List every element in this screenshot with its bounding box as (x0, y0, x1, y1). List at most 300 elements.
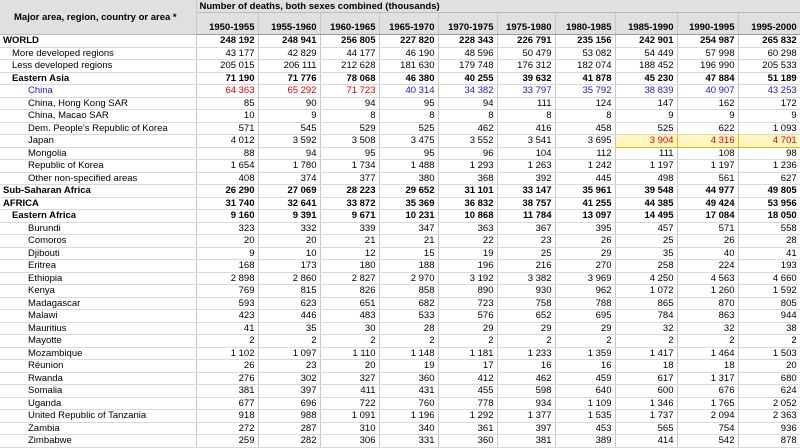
value-cell: 19 (379, 360, 438, 373)
table-body (0, 35, 800, 448)
value-cell: 98 (738, 147, 800, 160)
value-cell: 758 (497, 297, 555, 310)
value-cell: 1 196 (379, 410, 438, 423)
value-cell: 2 860 (258, 272, 320, 285)
value-cell: 53 956 (738, 197, 800, 210)
value-cell: 46 380 (379, 72, 438, 85)
value-cell: 32 641 (258, 197, 320, 210)
table-row (0, 297, 800, 310)
row-name: Zimbabwe (0, 435, 196, 448)
table-row (0, 347, 800, 360)
table-row (0, 272, 800, 285)
value-cell: 498 (615, 172, 677, 185)
table-row (0, 260, 800, 273)
value-cell: 361 (438, 422, 497, 435)
table-row (0, 172, 800, 185)
value-cell: 54 449 (615, 47, 677, 60)
row-name: Eastern Asia (0, 72, 196, 85)
value-cell: 21 (379, 235, 438, 248)
table-row (0, 160, 800, 173)
table-row (0, 185, 800, 198)
value-cell: 44 385 (615, 197, 677, 210)
row-name: Mayotte (0, 335, 196, 348)
value-cell: 1 535 (555, 410, 615, 423)
value-cell: 33 797 (497, 85, 555, 98)
value-cell: 248 192 (196, 35, 258, 48)
row-name: Uganda (0, 397, 196, 410)
value-cell: 8 (497, 110, 555, 123)
value-cell: 457 (615, 222, 677, 235)
row-name: Somalia (0, 385, 196, 398)
row-name: China, Macao SAR (0, 110, 196, 123)
value-cell: 188 (379, 260, 438, 273)
value-cell: 340 (379, 422, 438, 435)
value-cell: 558 (738, 222, 800, 235)
value-cell: 28 (379, 322, 438, 335)
value-cell: 2 (258, 335, 320, 348)
row-name: Malawi (0, 310, 196, 323)
value-cell: 18 (677, 360, 738, 373)
value-cell: 17 084 (677, 210, 738, 223)
row-name: Eritrea (0, 260, 196, 273)
value-cell: 431 (379, 385, 438, 398)
group-title: Number of deaths, both sexes combined (thousands) (196, 0, 800, 13)
table-row (0, 247, 800, 260)
value-cell: 28 223 (320, 185, 379, 198)
value-cell: 934 (497, 397, 555, 410)
value-cell: 1 109 (555, 397, 615, 410)
value-cell: 20 (738, 360, 800, 373)
value-cell: 9 391 (258, 210, 320, 223)
table-row (0, 35, 800, 48)
row-name: More developed regions (0, 47, 196, 60)
value-cell: 41 255 (555, 197, 615, 210)
value-cell: 51 189 (738, 72, 800, 85)
value-cell: 2 052 (738, 397, 800, 410)
value-cell: 40 (677, 247, 738, 260)
value-cell: 323 (196, 222, 258, 235)
value-cell: 1 236 (738, 160, 800, 173)
value-cell: 1 377 (497, 410, 555, 423)
value-cell: 26 290 (196, 185, 258, 198)
value-cell: 32 (615, 322, 677, 335)
value-cell: 3 475 (379, 135, 438, 148)
row-name: Mongolia (0, 147, 196, 160)
row-name: China (0, 85, 196, 98)
value-cell: 270 (555, 260, 615, 273)
value-cell: 332 (258, 222, 320, 235)
value-cell: 227 820 (379, 35, 438, 48)
value-cell: 9 160 (196, 210, 258, 223)
value-cell: 2 (196, 335, 258, 348)
period-header: 1965-1970 (379, 13, 438, 35)
value-cell: 9 671 (320, 210, 379, 223)
value-cell: 826 (320, 285, 379, 298)
table-row (0, 110, 800, 123)
row-name: WORLD (0, 35, 196, 48)
value-cell: 2 (555, 335, 615, 348)
row-name: Mozambique (0, 347, 196, 360)
value-cell: 8 (379, 110, 438, 123)
row-name: Kenya (0, 285, 196, 298)
value-cell: 20 (320, 360, 379, 373)
value-cell: 459 (555, 372, 615, 385)
value-cell: 446 (258, 310, 320, 323)
value-cell: 815 (258, 285, 320, 298)
value-cell: 45 230 (615, 72, 677, 85)
row-name: Comoros (0, 235, 196, 248)
value-cell: 571 (196, 122, 258, 135)
value-cell: 162 (677, 97, 738, 110)
value-cell: 168 (196, 260, 258, 273)
value-cell: 35 369 (379, 197, 438, 210)
value-cell: 96 (438, 147, 497, 160)
value-cell: 36 832 (438, 197, 497, 210)
value-cell: 377 (320, 172, 379, 185)
value-cell: 2 970 (379, 272, 438, 285)
value-cell: 1 197 (615, 160, 677, 173)
value-cell: 26 (196, 360, 258, 373)
table-row (0, 47, 800, 60)
value-cell: 71 776 (258, 72, 320, 85)
value-cell: 111 (497, 97, 555, 110)
value-cell: 347 (379, 222, 438, 235)
row-name: AFRICA (0, 197, 196, 210)
value-cell: 9 (677, 110, 738, 123)
value-cell: 2 (379, 335, 438, 348)
value-cell: 640 (555, 385, 615, 398)
value-cell: 1 503 (738, 347, 800, 360)
value-cell: 3 192 (438, 272, 497, 285)
value-cell: 754 (677, 422, 738, 435)
value-cell: 71 190 (196, 72, 258, 85)
value-cell: 112 (555, 147, 615, 160)
value-cell: 30 (320, 322, 379, 335)
value-cell: 16 (555, 360, 615, 373)
value-cell: 3 541 (497, 135, 555, 148)
value-cell: 176 312 (497, 60, 555, 73)
table-row (0, 135, 800, 148)
table-row (0, 322, 800, 335)
value-cell: 17 (438, 360, 497, 373)
value-cell: 878 (738, 435, 800, 448)
table-row (0, 310, 800, 323)
value-cell: 35 792 (555, 85, 615, 98)
value-cell: 242 901 (615, 35, 677, 48)
value-cell: 3 552 (438, 135, 497, 148)
value-cell: 38 839 (615, 85, 677, 98)
value-cell: 2 (320, 335, 379, 348)
table-row (0, 235, 800, 248)
row-name: China, Hong Kong SAR (0, 97, 196, 110)
value-cell: 21 (320, 235, 379, 248)
value-cell: 20 (258, 235, 320, 248)
value-cell: 392 (497, 172, 555, 185)
table-row (0, 122, 800, 135)
value-cell: 172 (738, 97, 800, 110)
value-cell: 423 (196, 310, 258, 323)
value-cell: 445 (555, 172, 615, 185)
value-cell: 565 (615, 422, 677, 435)
value-cell: 944 (738, 310, 800, 323)
value-cell: 90 (258, 97, 320, 110)
value-cell: 525 (615, 122, 677, 135)
value-cell: 94 (258, 147, 320, 160)
value-cell: 455 (438, 385, 497, 398)
value-cell: 576 (438, 310, 497, 323)
value-cell: 49 424 (677, 197, 738, 210)
value-cell: 248 941 (258, 35, 320, 48)
period-header: 1970-1975 (438, 13, 497, 35)
row-name: Mauritius (0, 322, 196, 335)
value-cell: 35 (258, 322, 320, 335)
value-cell: 196 (438, 260, 497, 273)
value-cell: 769 (196, 285, 258, 298)
value-cell: 310 (320, 422, 379, 435)
value-cell: 124 (555, 97, 615, 110)
row-name: Sub-Saharan Africa (0, 185, 196, 198)
value-cell: 57 998 (677, 47, 738, 60)
value-cell: 760 (379, 397, 438, 410)
value-cell: 27 069 (258, 185, 320, 198)
table-row (0, 397, 800, 410)
value-cell: 3 904 (615, 135, 677, 148)
value-cell: 1 488 (379, 160, 438, 173)
value-cell: 722 (320, 397, 379, 410)
value-cell: 3 969 (555, 272, 615, 285)
value-cell: 212 628 (320, 60, 379, 73)
period-header: 1990-1995 (677, 13, 738, 35)
value-cell: 571 (677, 222, 738, 235)
value-cell: 206 111 (258, 60, 320, 73)
value-cell: 1 734 (320, 160, 379, 173)
value-cell: 723 (438, 297, 497, 310)
value-cell: 2 094 (677, 410, 738, 423)
value-cell: 414 (615, 435, 677, 448)
value-cell: 368 (438, 172, 497, 185)
value-cell: 23 (258, 360, 320, 373)
value-cell: 483 (320, 310, 379, 323)
value-cell: 26 (555, 235, 615, 248)
value-cell: 1 654 (196, 160, 258, 173)
value-cell: 624 (738, 385, 800, 398)
value-cell: 38 757 (497, 197, 555, 210)
table-row (0, 335, 800, 348)
value-cell: 1 464 (677, 347, 738, 360)
value-cell: 39 632 (497, 72, 555, 85)
row-name: Japan (0, 135, 196, 148)
value-cell: 3 508 (320, 135, 379, 148)
table-row (0, 372, 800, 385)
table-row (0, 72, 800, 85)
value-cell: 31 101 (438, 185, 497, 198)
table-row (0, 210, 800, 223)
value-cell: 31 740 (196, 197, 258, 210)
value-cell: 1 260 (677, 285, 738, 298)
value-cell: 695 (555, 310, 615, 323)
value-cell: 10 231 (379, 210, 438, 223)
value-cell: 600 (615, 385, 677, 398)
value-cell: 60 298 (738, 47, 800, 60)
value-cell: 651 (320, 297, 379, 310)
value-cell: 778 (438, 397, 497, 410)
value-cell: 40 314 (379, 85, 438, 98)
value-cell: 188 452 (615, 60, 677, 73)
value-cell: 2 (677, 335, 738, 348)
value-cell: 4 701 (738, 135, 800, 148)
value-cell: 696 (258, 397, 320, 410)
value-cell: 108 (677, 147, 738, 160)
value-cell: 306 (320, 435, 379, 448)
value-cell: 287 (258, 422, 320, 435)
period-header: 1980-1985 (555, 13, 615, 35)
value-cell: 805 (738, 297, 800, 310)
value-cell: 147 (615, 97, 677, 110)
value-cell: 196 990 (677, 60, 738, 73)
value-cell: 890 (438, 285, 497, 298)
table-row (0, 360, 800, 373)
value-cell: 46 190 (379, 47, 438, 60)
row-label-header: Major area, region, country or area * (0, 0, 196, 35)
value-cell: 1 292 (438, 410, 497, 423)
value-cell: 381 (196, 385, 258, 398)
value-cell: 1 181 (438, 347, 497, 360)
value-cell: 29 (497, 322, 555, 335)
period-header: 1975-1980 (497, 13, 555, 35)
value-cell: 43 177 (196, 47, 258, 60)
value-cell: 627 (738, 172, 800, 185)
value-cell: 2 (738, 335, 800, 348)
row-name: Dem. People's Republic of Korea (0, 122, 196, 135)
value-cell: 181 630 (379, 60, 438, 73)
value-cell: 10 868 (438, 210, 497, 223)
value-cell: 25 (615, 235, 677, 248)
value-cell: 1 346 (615, 397, 677, 410)
value-cell: 95 (379, 147, 438, 160)
value-cell: 41 878 (555, 72, 615, 85)
value-cell: 397 (497, 422, 555, 435)
value-cell: 363 (438, 222, 497, 235)
value-cell: 256 805 (320, 35, 379, 48)
value-cell: 259 (196, 435, 258, 448)
value-cell: 29 652 (379, 185, 438, 198)
value-cell: 525 (379, 122, 438, 135)
value-cell: 3 695 (555, 135, 615, 148)
value-cell: 677 (196, 397, 258, 410)
value-cell: 53 082 (555, 47, 615, 60)
value-cell: 193 (738, 260, 800, 273)
value-cell: 35 (615, 247, 677, 260)
table-row (0, 147, 800, 160)
value-cell: 617 (615, 372, 677, 385)
value-cell: 360 (379, 372, 438, 385)
value-cell: 676 (677, 385, 738, 398)
value-cell: 652 (497, 310, 555, 323)
value-cell: 104 (497, 147, 555, 160)
value-cell: 18 (615, 360, 677, 373)
value-cell: 44 977 (677, 185, 738, 198)
table-row (0, 385, 800, 398)
value-cell: 205 015 (196, 60, 258, 73)
value-cell: 1 093 (738, 122, 800, 135)
value-cell: 32 (677, 322, 738, 335)
value-cell: 416 (497, 122, 555, 135)
value-cell: 598 (497, 385, 555, 398)
value-cell: 327 (320, 372, 379, 385)
period-header: 1955-1960 (258, 13, 320, 35)
value-cell: 542 (677, 435, 738, 448)
value-cell: 389 (555, 435, 615, 448)
row-name: Djibouti (0, 247, 196, 260)
row-name: Burundi (0, 222, 196, 235)
value-cell: 173 (258, 260, 320, 273)
value-cell: 1 263 (497, 160, 555, 173)
value-cell: 2 363 (738, 410, 800, 423)
period-header: 1950-1955 (196, 13, 258, 35)
value-cell: 13 097 (555, 210, 615, 223)
value-cell: 25 (497, 247, 555, 260)
value-cell: 2 827 (320, 272, 379, 285)
row-name: Republic of Korea (0, 160, 196, 173)
value-cell: 95 (320, 147, 379, 160)
row-name: Réunion (0, 360, 196, 373)
value-cell: 88 (196, 147, 258, 160)
value-cell: 48 596 (438, 47, 497, 60)
value-cell: 1 148 (379, 347, 438, 360)
value-cell: 111 (615, 147, 677, 160)
value-cell: 205 533 (738, 60, 800, 73)
table-row (0, 222, 800, 235)
value-cell: 64 363 (196, 85, 258, 98)
value-cell: 918 (196, 410, 258, 423)
value-cell: 1 242 (555, 160, 615, 173)
value-cell: 50 479 (497, 47, 555, 60)
value-cell: 622 (677, 122, 738, 135)
period-header: 1960-1965 (320, 13, 379, 35)
value-cell: 38 (738, 322, 800, 335)
value-cell: 4 563 (677, 272, 738, 285)
value-cell: 35 961 (555, 185, 615, 198)
row-name: United Republic of Tanzania (0, 410, 196, 423)
row-name: Ethiopia (0, 272, 196, 285)
value-cell: 224 (677, 260, 738, 273)
table-row (0, 197, 800, 210)
value-cell: 533 (379, 310, 438, 323)
value-cell: 78 068 (320, 72, 379, 85)
value-cell: 561 (677, 172, 738, 185)
value-cell: 10 (196, 110, 258, 123)
value-cell: 1 417 (615, 347, 677, 360)
value-cell: 331 (379, 435, 438, 448)
value-cell: 8 (320, 110, 379, 123)
value-cell: 16 (497, 360, 555, 373)
value-cell: 41 (196, 322, 258, 335)
value-cell: 29 (438, 322, 497, 335)
value-cell: 254 987 (677, 35, 738, 48)
table-row (0, 60, 800, 73)
value-cell: 4 250 (615, 272, 677, 285)
value-cell: 936 (738, 422, 800, 435)
period-header: 1995-2000 (738, 13, 800, 35)
value-cell: 395 (555, 222, 615, 235)
value-cell: 545 (258, 122, 320, 135)
value-cell: 784 (615, 310, 677, 323)
value-cell: 272 (196, 422, 258, 435)
value-cell: 1 765 (677, 397, 738, 410)
value-cell: 276 (196, 372, 258, 385)
value-cell: 282 (258, 435, 320, 448)
value-cell: 8 (555, 110, 615, 123)
